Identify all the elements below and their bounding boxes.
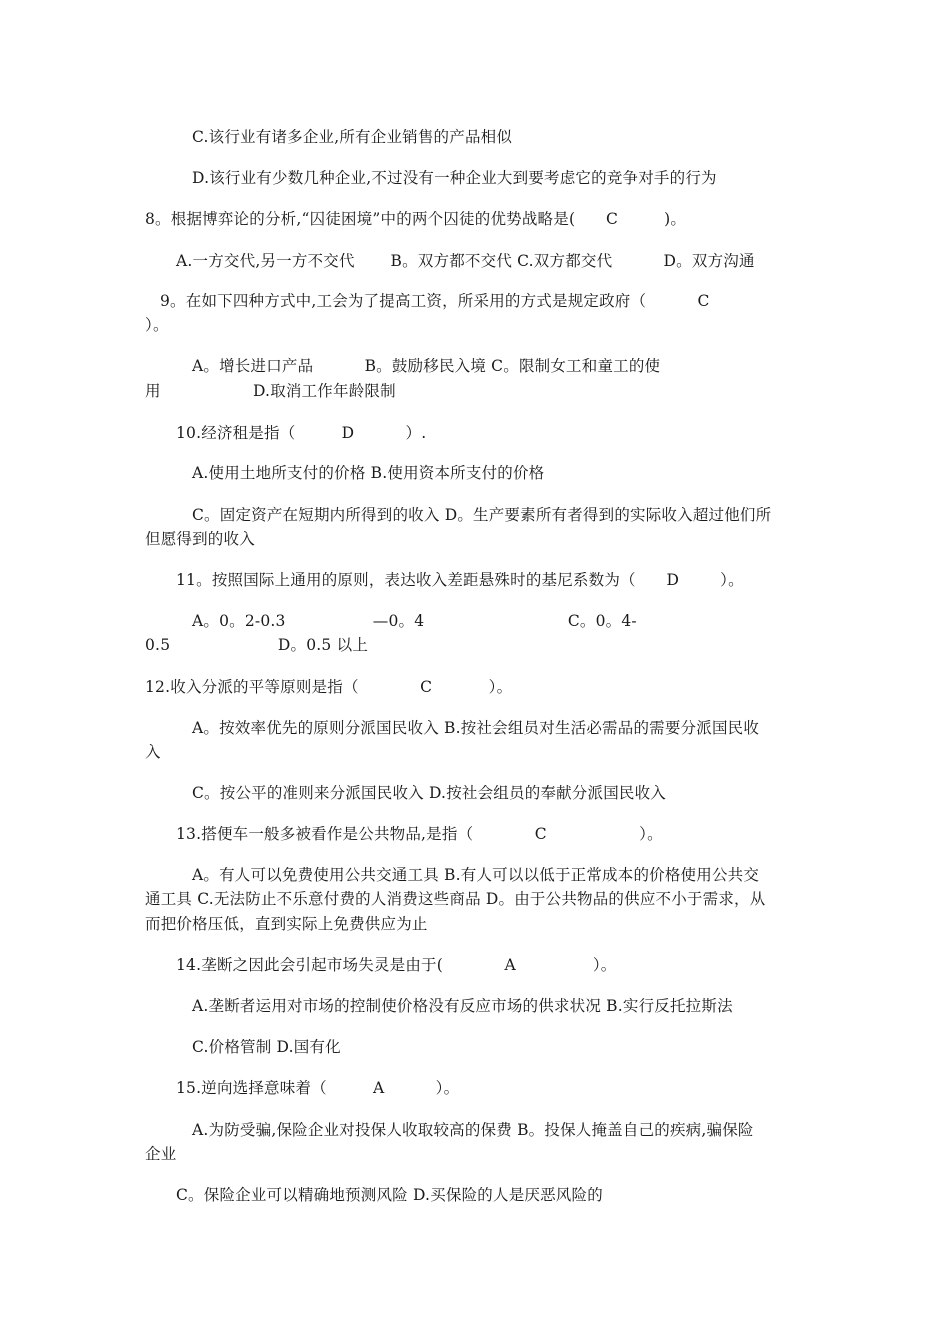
q10-options-cd: C。固定资产在短期内所得到的收入 D。生产要素所有者得到的实际收入超过他们所 bbox=[192, 506, 772, 524]
q10-options-cd-cont: 但愿得到的收入 bbox=[145, 530, 255, 548]
q9-options-cont: 用 D.取消工作年龄限制 bbox=[145, 382, 396, 400]
q11-question: 11。按照国际上通用的原则，表达收入差距悬殊时的基尼系数为（ D ）。 bbox=[176, 571, 744, 589]
q10-question: 10.经济租是指（ D ）. bbox=[176, 424, 427, 442]
q9-options: A。增长进口产品 B。鼓励移民入境 C。限制女工和童工的使 bbox=[192, 357, 661, 375]
q15-options-ab: A.为防受骗,保险企业对投保人收取较高的保费 B。投保人掩盖自己的疾病,骗保险 bbox=[192, 1121, 754, 1139]
q13-options-line1: A。有人可以免费使用公共交通工具 B.有人可以以低于正常成本的价格使用公共交 bbox=[192, 866, 760, 884]
q14-options-cd: C.价格管制 D.国有化 bbox=[192, 1038, 341, 1056]
q13-options-line2: 通工具 C.无法防止不乐意付费的人消费这些商品 D。由于公共物品的供应不小于需求，从 bbox=[145, 890, 766, 908]
q9-question-end: ）。 bbox=[145, 316, 169, 334]
q7-option-d: D.该行业有少数几种企业,不过没有一种企业大到要考虑它的竞争对手的行为 bbox=[192, 169, 717, 187]
q11-options-cont: 0.5 D。0.5 以上 bbox=[145, 636, 369, 654]
q11-options: A。0。2-0.3 —0。4 C。0。4- bbox=[192, 612, 637, 630]
q15-options-ab-cont: 企业 bbox=[145, 1145, 177, 1163]
q15-question: 15.逆向选择意味着（ A ）。 bbox=[176, 1079, 460, 1097]
q9-question: 9。在如下四种方式中,工会为了提高工资，所采用的方式是规定政府（ C bbox=[160, 292, 710, 310]
q10-options-ab: A.使用土地所支付的价格 B.使用资本所支付的价格 bbox=[192, 464, 545, 482]
q12-options-ab: A。按效率优先的原则分派国民收入 B.按社会组员对生活必需品的需要分派国民收 bbox=[192, 719, 760, 737]
q12-options-ab-cont: 入 bbox=[145, 743, 161, 761]
q8-options: A.一方交代,另一方不交代 B。双方都不交代 C.双方都交代 D。双方沟通 bbox=[176, 252, 755, 270]
q12-options-cd: C。按公平的准则来分派国民收入 D.按社会组员的奉献分派国民收入 bbox=[192, 784, 666, 802]
q13-question: 13.搭便车一般多被看作是公共物品,是指（ C ）。 bbox=[176, 825, 663, 843]
q8-question: 8。根据博弈论的分析,“囚徒困境”中的两个囚徒的优势战略是( C )。 bbox=[145, 210, 687, 228]
q14-options-ab: A.垄断者运用对市场的控制使价格没有反应市场的供求状况 B.实行反托拉斯法 bbox=[192, 997, 733, 1015]
q14-question: 14.垄断之因此会引起市场失灵是由于( A ）。 bbox=[176, 956, 617, 974]
q7-option-c: C.该行业有诸多企业,所有企业销售的产品相似 bbox=[192, 128, 513, 146]
q15-options-cd: C。保险企业可以精确地预测风险 D.买保险的人是厌恶风险的 bbox=[176, 1186, 603, 1204]
q13-options-line3: 而把价格压低，直到实际上免费供应为止 bbox=[145, 915, 428, 933]
q12-question: 12.收入分派的平等原则是指（ C ）。 bbox=[145, 678, 513, 696]
